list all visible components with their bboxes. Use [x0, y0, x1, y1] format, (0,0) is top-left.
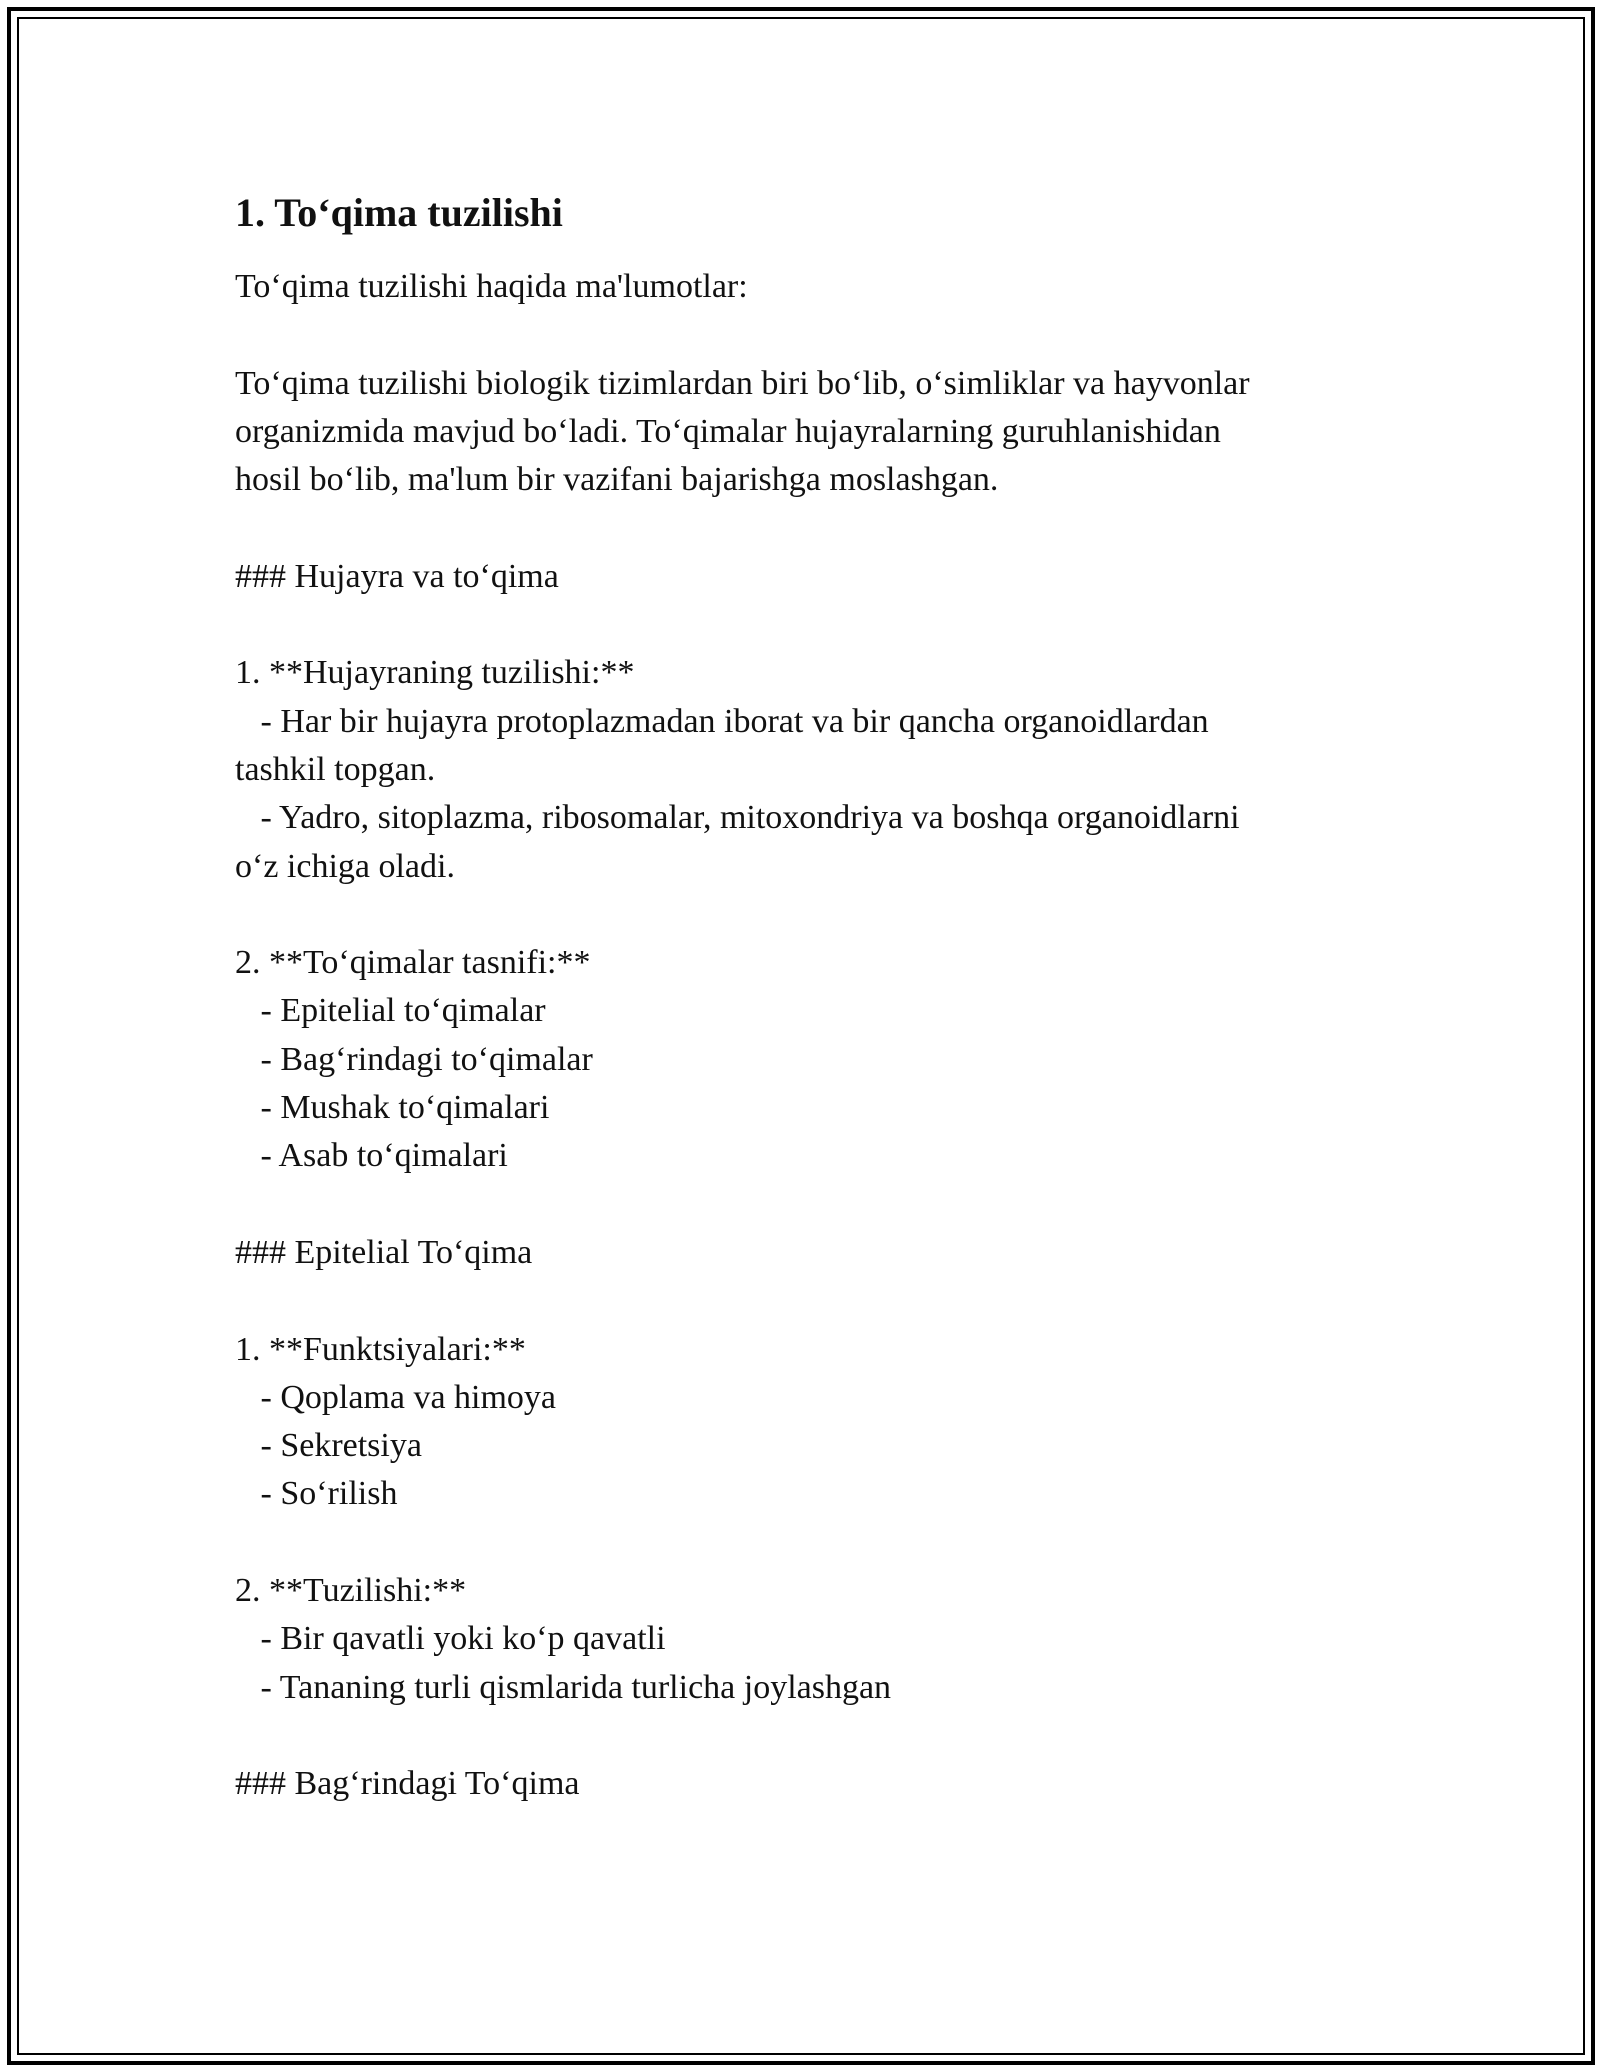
- blank-line: [235, 1277, 1365, 1325]
- list-item-line: - Mushak to‘qimalari: [235, 1089, 550, 1127]
- list-item-line: - So‘rilish: [235, 1475, 398, 1513]
- blank-line: [235, 504, 1365, 552]
- list-item-line: - Asab to‘qimalari: [235, 1137, 508, 1175]
- list-item-line: o‘z ichiga oladi.: [235, 847, 455, 885]
- blank-line: [235, 601, 1365, 649]
- paragraph-line: To‘qima tuzilishi biologik tizimlardan biri bo‘lib, o‘simliklar va hayvonlar: [235, 364, 1250, 402]
- list-item-line: - Sekretsiya: [235, 1427, 422, 1465]
- list-item-line: - Epitelial to‘qimalar: [235, 992, 546, 1030]
- list-item-line: tashkil topgan.: [235, 750, 436, 788]
- title-spacing: [235, 241, 1365, 263]
- blank-line: [235, 1181, 1365, 1229]
- list-item-line: - Tananing turli qismlarida turlicha joylashgan: [235, 1668, 892, 1706]
- blank-line: [235, 891, 1365, 939]
- section-heading: ### Epitelial To‘qima: [235, 1233, 533, 1271]
- list-item-line: - Bir qavatli yoki ko‘p qavatli: [235, 1620, 666, 1658]
- list-item-title: 2. **Tuzilishi:**: [235, 1572, 467, 1610]
- blank-line: [235, 1519, 1365, 1567]
- list-item-title: 1. **Hujayraning tuzilishi:**: [235, 654, 635, 692]
- document-body: [235, 185, 1365, 1809]
- paragraph-line: organizmida mavjud bo‘ladi. To‘qimalar hujayralarning guruhlanishidan: [235, 412, 1221, 450]
- blank-line: [235, 311, 1365, 359]
- section-heading: ### Bag‘rindagi To‘qima: [235, 1765, 580, 1803]
- list-item-line: - Har bir hujayra protoplazmadan iborat va bir qancha organoidlardan: [235, 702, 1209, 740]
- list-item-title: 1. **Funktsiyalari:**: [235, 1330, 526, 1368]
- blank-line: [235, 1712, 1365, 1760]
- list-item-line: - Yadro, sitoplazma, ribosomalar, mitoxondriya va boshqa organoidlarni: [235, 799, 1240, 837]
- list-item-line: - Bag‘rindagi to‘qimalar: [235, 1040, 593, 1078]
- paragraph-line: hosil bo‘lib, ma'lum bir vazifani bajarishga moslashgan.: [235, 461, 999, 499]
- list-item-title: 2. **To‘qimalar tasnifi:**: [235, 944, 591, 982]
- intro-line: To‘qima tuzilishi haqida ma'lumotlar:: [235, 268, 748, 305]
- section-heading: ### Hujayra va to‘qima: [235, 557, 559, 595]
- list-item-line: - Qoplama va himoya: [235, 1378, 557, 1416]
- document-title: 1. To‘qima tuzilishi: [235, 190, 563, 235]
